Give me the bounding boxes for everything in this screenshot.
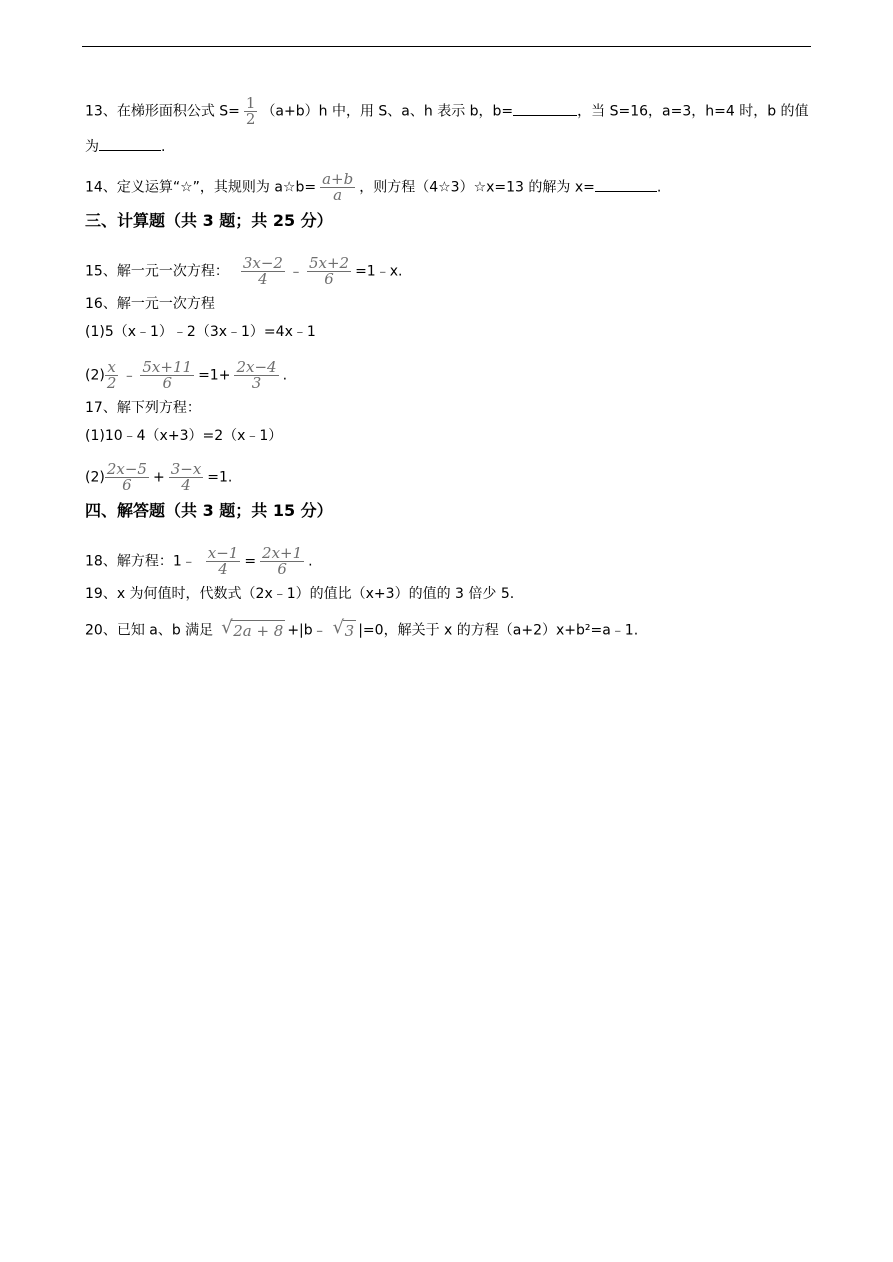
q17-f1-numerator: 2x−5 (106, 460, 147, 478)
q16-f2-numerator: 5x+11 (142, 358, 193, 376)
q18-f1-denominator: 4 (206, 561, 241, 577)
q20-sqrt-1-radicand: 2a + 8 (233, 622, 284, 640)
q14-frac-denominator: a (320, 187, 355, 203)
q20-text-pre: 20、已知 a、b 满足 (85, 622, 214, 639)
header-rule (82, 46, 811, 47)
q14-fraction (320, 172, 355, 203)
q14-answer-blank[interactable] (595, 177, 657, 192)
question-16-part-1: (1)5（x﹣1）﹣2（3x﹣1）=4x﹣1 (85, 324, 316, 340)
q15-minus: ﹣ (288, 263, 303, 280)
q15-f2-numerator: 5x+2 (308, 254, 350, 272)
q17-fraction-2 (169, 462, 204, 493)
q18-text-pre: 18、解方程：1﹣ (85, 553, 196, 570)
q13-text-mid: （a+b）h 中，用 S、a、h 表示 b，b= (261, 103, 514, 120)
q17-f2-numerator: 3−x (170, 460, 202, 478)
q16-f1-denominator: 2 (106, 374, 117, 392)
section-4-heading: 四、解答题（共 3 题；共 15 分） (85, 501, 333, 520)
q14-frac-numerator: a+b (322, 170, 354, 188)
q15-f1-numerator: 3x−2 (242, 254, 283, 272)
q17-plus: + (152, 469, 165, 486)
q14-text-pre: 14、定义运算“☆”，其规则为 a☆b= (85, 179, 317, 196)
q18-fraction-1 (206, 546, 241, 577)
q14-text-end: . (656, 179, 662, 196)
q13-text-after: ，当 S=16，a=3，h=4 时，b 的值 (577, 103, 809, 120)
q18-fraction-2 (260, 546, 304, 577)
q15-fraction-1 (241, 256, 285, 287)
q13-answer-blank-value[interactable] (99, 136, 161, 151)
question-13-line-1 (85, 96, 809, 127)
q20-sqrt-1 (221, 617, 285, 641)
sqrt-radical-icon: √ (221, 617, 233, 638)
question-13-line-2 (85, 136, 165, 157)
q16-f3-denominator: 3 (234, 375, 278, 391)
q13-line2-pre: 为 (85, 139, 99, 155)
q15-text-pre: 15、解一元一次方程： (85, 263, 229, 280)
q17-fraction-1 (105, 462, 149, 493)
q20-sqrt-2-radicand: 3 (344, 622, 355, 640)
q13-answer-blank-b[interactable] (513, 101, 577, 116)
question-18 (85, 546, 313, 577)
question-19: 19、x 为何值时，代数式（2x﹣1）的值比（x+3）的值的 3 倍少 5. (85, 586, 515, 602)
q16-f1-numerator: x (107, 358, 116, 376)
q17-f1-denominator: 6 (105, 477, 149, 493)
q17-end: =1. (207, 469, 233, 486)
q16-f3-numerator: 2x−4 (236, 358, 277, 376)
question-15 (85, 256, 402, 287)
q15-f1-denominator: 4 (241, 271, 285, 287)
q16-end: . (282, 367, 288, 384)
question-14 (85, 172, 661, 203)
question-16-part-2 (85, 360, 287, 391)
q16-plus: =1+ (198, 367, 231, 384)
q18-f1-numerator: x−1 (207, 544, 239, 562)
q18-f2-denominator: 6 (260, 561, 304, 577)
question-20 (85, 617, 639, 641)
q16-fraction-3 (234, 360, 278, 391)
q13-frac-numerator: 1 (245, 94, 256, 112)
question-16-title: 16、解一元一次方程 (85, 296, 215, 312)
q17-p2-pre: (2) (85, 469, 105, 486)
question-17-part-1: (1)10﹣4（x+3）=2（x﹣1） (85, 428, 283, 444)
q18-end: . (308, 553, 313, 570)
q20-text-end: |=0，解关于 x 的方程（a+2）x+b²=a﹣1. (358, 622, 639, 639)
q16-fraction-2 (140, 360, 194, 391)
q20-text-mid: +|b﹣ (287, 622, 327, 639)
q16-f2-denominator: 6 (140, 375, 194, 391)
sqrt-radical-icon: √ (332, 617, 345, 638)
question-17-title: 17、解下列方程： (85, 400, 201, 416)
q15-f2-denominator: 6 (307, 271, 351, 287)
question-17-part-2 (85, 462, 232, 493)
q13-fraction-half (244, 96, 258, 127)
q13-line2-end: . (161, 139, 166, 155)
q14-text-mid: ，则方程（4☆3）☆x=13 的解为 x= (359, 179, 595, 196)
q17-f2-denominator: 4 (169, 477, 204, 493)
q16-minus: ﹣ (122, 367, 137, 384)
q16-fraction-1 (105, 360, 119, 391)
section-3-heading: 三、计算题（共 3 题；共 25 分） (85, 211, 333, 230)
q15-fraction-2 (307, 256, 351, 287)
q18-equals: = (244, 553, 257, 570)
q13-frac-denominator: 2 (245, 110, 256, 128)
q13-text-pre: 13、在梯形面积公式 S= (85, 103, 240, 120)
q20-sqrt-2 (332, 617, 357, 641)
q16-p2-pre: (2) (85, 367, 105, 384)
q18-f2-numerator: 2x+1 (262, 544, 303, 562)
q15-text-end: =1﹣x. (355, 263, 403, 280)
